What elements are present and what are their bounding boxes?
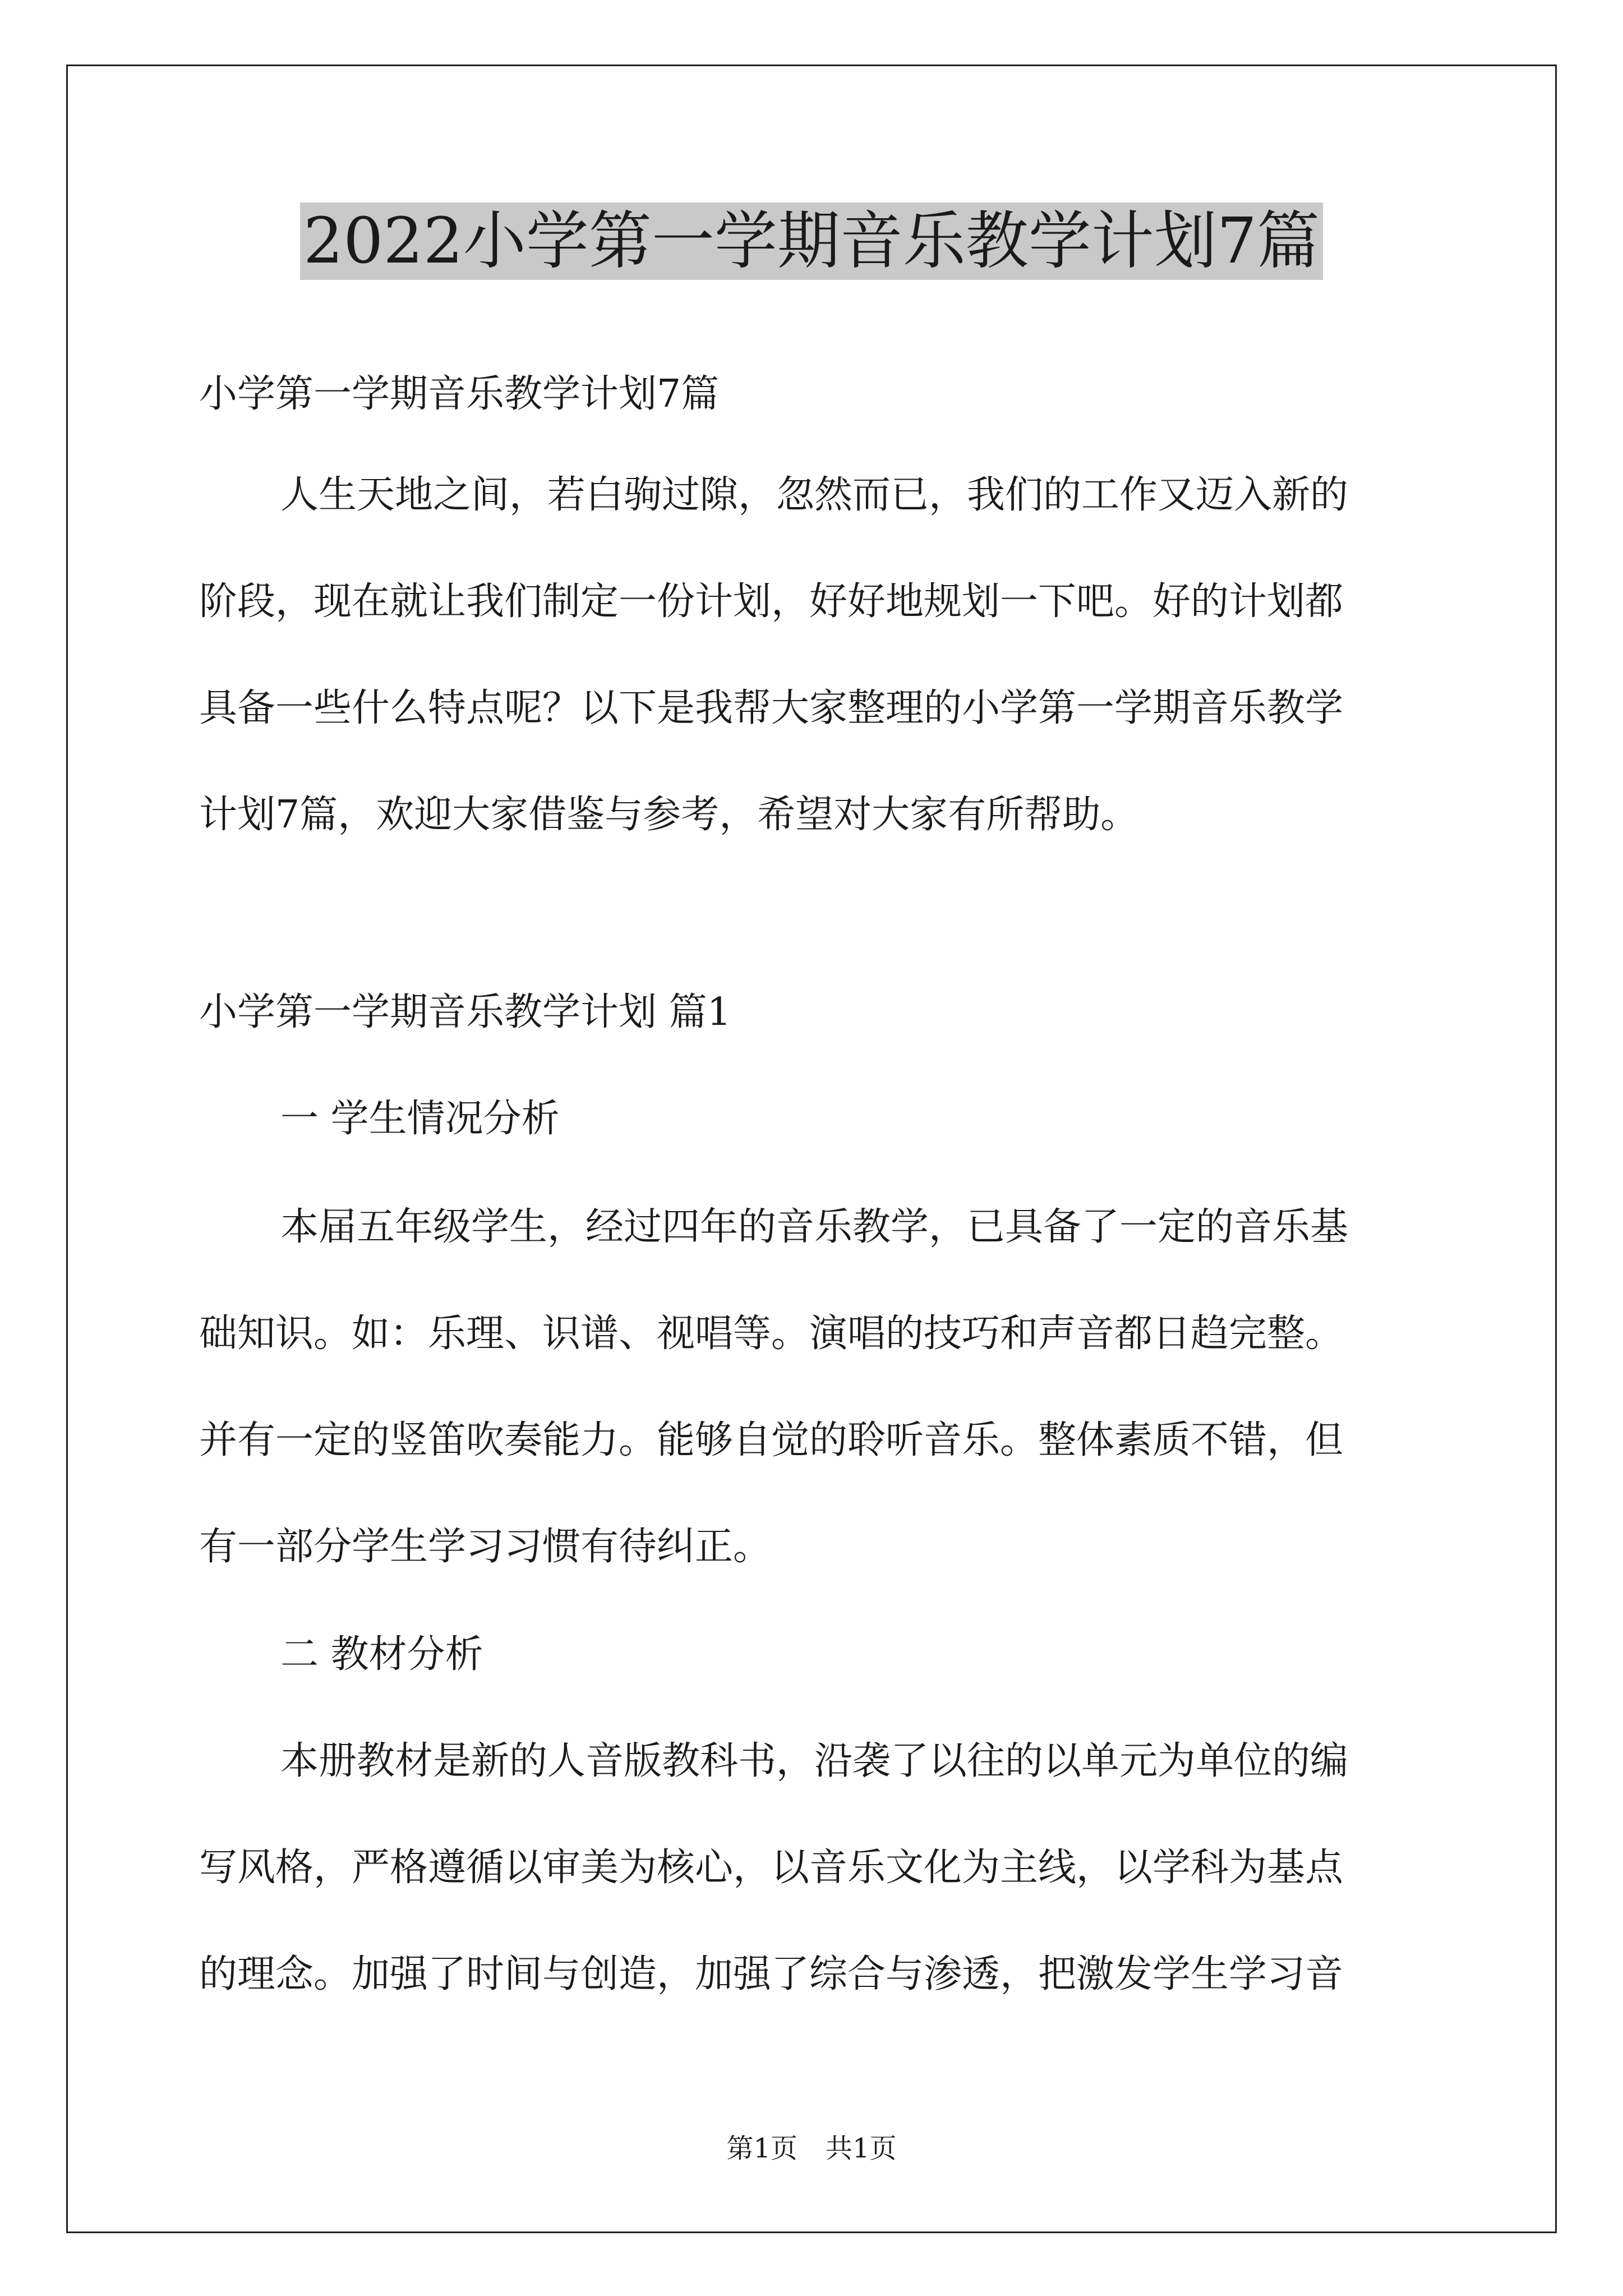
intro-line: 人生天地之间，若白驹过隙，忽然而已，我们的工作又迈入新的: [280, 473, 1349, 517]
intro-paragraph: [199, 442, 1433, 868]
heading-textbook-analysis: 二 教材分析: [280, 1632, 483, 1677]
document-title: [0, 199, 1623, 283]
intro-line: 具备一些什么特点呢？以下是我帮大家整理的小学第一学期音乐教学: [199, 686, 1344, 730]
paragraph-line: 本册教材是新的人音版教科书，沿袭了以往的以单元为单位的编: [280, 1739, 1349, 1783]
paragraph-line: 础知识。如：乐理、识谱、视唱等。演唱的技巧和声音都日趋完整。: [199, 1312, 1344, 1356]
intro-line: 计划7篇，欢迎大家借鉴与参考，希望对大家有所帮助。: [199, 793, 1139, 837]
student-analysis-paragraph: [199, 1174, 1433, 1600]
heading-student-analysis: 一 学生情况分析: [280, 1097, 560, 1141]
textbook-analysis-paragraph: [199, 1708, 1433, 2028]
paragraph-line: 本届五年级学生，经过四年的音乐教学，已具备了一定的音乐基: [280, 1205, 1349, 1249]
page-footer: [0, 2132, 1623, 2165]
paragraph-line: 的理念。加强了时间与创造，加强了综合与渗透，把激发学生学习音: [199, 1952, 1344, 1996]
document-title-text: 2022小学第一学期音乐教学计划7篇: [300, 203, 1323, 280]
document-subtitle: 小学第一学期音乐教学计划7篇: [199, 372, 720, 416]
paragraph-line: 写风格，严格遵循以审美为核心，以音乐文化为主线，以学科为基点: [199, 1846, 1344, 1890]
paragraph-line: 有一部分学生学习习惯有待纠正。: [199, 1525, 772, 1569]
intro-line: 阶段，现在就让我们制定一份计划，好好地规划一下吧。好的计划都: [199, 579, 1344, 624]
page-total: 共1页: [826, 2133, 897, 2164]
paragraph-line: 并有一定的竖笛吹奏能力。能够自觉的聆听音乐。整体素质不错，但: [199, 1418, 1344, 1462]
page-number: 第1页: [726, 2133, 797, 2164]
section-title: 小学第一学期音乐教学计划 篇1: [199, 990, 731, 1034]
